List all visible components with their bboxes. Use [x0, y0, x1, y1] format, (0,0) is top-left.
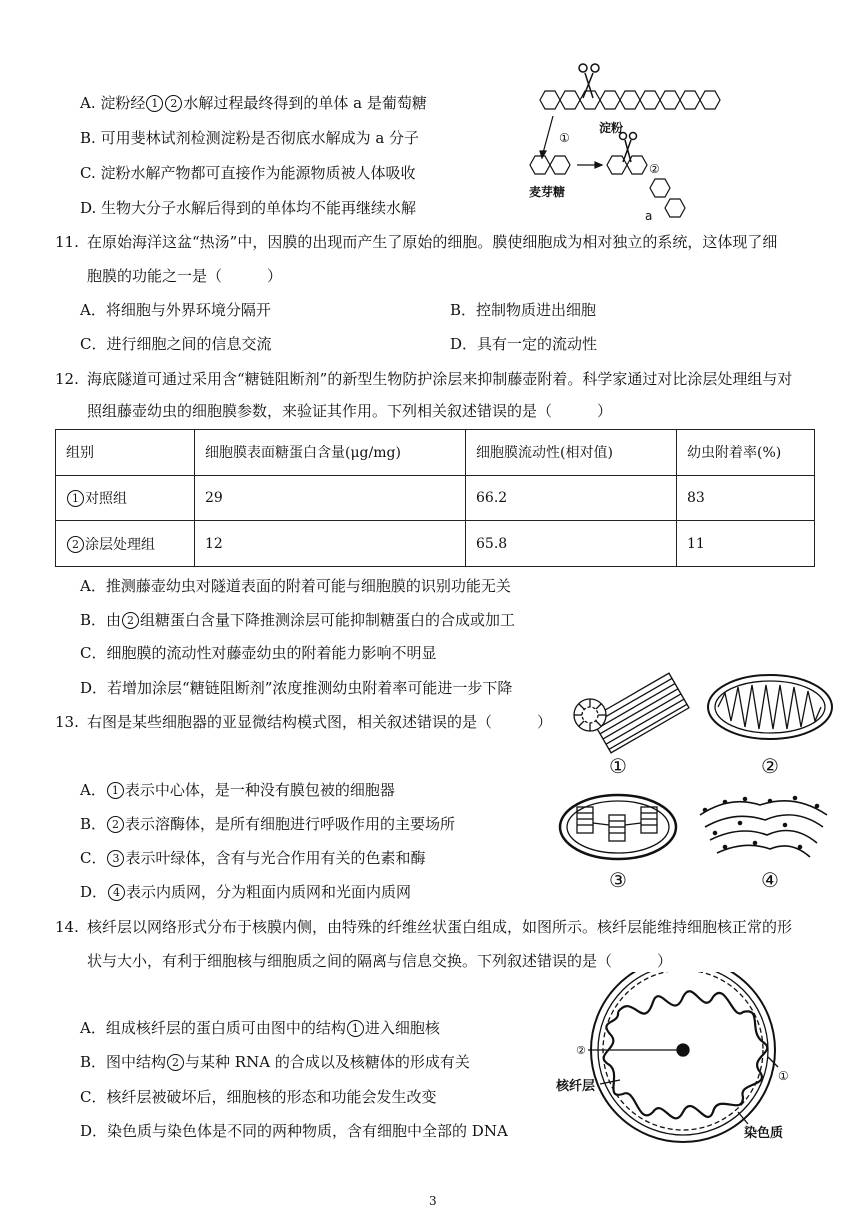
organelle-label-3: ③ — [609, 868, 627, 892]
table-cell: 12 — [195, 521, 466, 567]
q13-stem: 右图是某些细胞器的亚显微结构模式图，相关叙述错误的是（ ） — [87, 713, 553, 731]
q12-number: 12. — [55, 370, 79, 388]
label-2: ② — [649, 162, 660, 176]
q14-option-d: D．染色质与染色体是不同的两种物质，含有细胞中全部的 DNA — [80, 1122, 508, 1140]
table-cell: 29 — [195, 475, 466, 521]
label-1: ① — [778, 1069, 789, 1083]
nucleus-figure — [548, 972, 808, 1152]
q11-option-d: D．具有一定的流动性 — [450, 335, 598, 353]
label-chromatin: 染色质 — [744, 1126, 784, 1141]
organelle-label-1: ① — [609, 754, 627, 778]
endoplasmic-reticulum-icon — [700, 797, 827, 858]
mitochondrion-icon — [708, 675, 832, 739]
q14-stem-line1: 核纤层以网络形式分布于核膜内侧，由特殊的纤维丝状蛋白组成，如图所示。核纤层能维持细胞核正常的形 — [87, 918, 793, 936]
table-cell: 11 — [677, 521, 815, 567]
q12-stem-line2: 照组藤壶幼虫的细胞膜参数，来验证其作用。下列相关叙述错误的是（ ） — [87, 402, 613, 420]
table-cell: 65.8 — [466, 521, 677, 567]
q14-stem-line2: 状与大小，有利于细胞核与细胞质之间的隔离与信息交换。下列叙述错误的是（ ） — [87, 952, 673, 970]
chloroplast-icon — [560, 795, 676, 859]
table-cell: 66.2 — [466, 475, 677, 521]
table-row — [56, 521, 815, 567]
q11-option-a: A．将细胞与外界环境分隔开 — [80, 301, 271, 319]
q12-stem-line1: 海底隧道可通过采用含“糖链阻断剂”的新型生物防护涂层来抑制藤壶附着。科学家通过对比涂层处理组与对 — [87, 370, 793, 388]
table-cell-group: 2 涂层处理组 — [56, 521, 195, 567]
table-cell: 83 — [677, 475, 815, 521]
table-cell-group: 1 对照组 — [56, 475, 195, 521]
organelle-label-2: ② — [761, 754, 779, 778]
table-row — [56, 475, 815, 521]
q12-data-table — [55, 429, 815, 567]
label-a: a — [645, 209, 653, 223]
q13-option-d: D． 4 表示内质网，分为粗面内质网和光面内质网 — [80, 883, 412, 901]
starch-hydrolysis-figure — [525, 58, 725, 228]
q11-option-b: B．控制物质进出细胞 — [450, 301, 597, 319]
q13-option-b: B． 2 表示溶酶体，是所有细胞进行呼吸作用的主要场所 — [80, 815, 456, 833]
glucose-pair — [607, 156, 647, 174]
arrow-1 — [543, 116, 553, 153]
organelles-figure — [555, 665, 845, 895]
label-starch: 淀粉 — [599, 121, 624, 135]
table-header-cell: 细胞膜流动性(相对值) — [466, 430, 677, 476]
label-lamina: 核纤层 — [556, 1079, 596, 1094]
q10-option-b: B. 可用斐林试剂检测淀粉是否彻底水解成为 a 分子 — [80, 129, 420, 147]
q12-option-c: C．细胞膜的流动性对藤壶幼虫的附着能力影响不明显 — [80, 644, 437, 662]
q14-option-a: A．组成核纤层的蛋白质可由图中的结构 1 进入细胞核 — [80, 1019, 440, 1037]
q10-option-d: D. 生物大分子水解后得到的单体均不能再继续水解 — [80, 199, 417, 217]
scissors-icon-2 — [620, 133, 637, 163]
table-header-cell: 组别 — [56, 430, 195, 476]
label-2: ② — [576, 1044, 586, 1057]
q11-stem-line2: 胞膜的功能之一是（ ） — [87, 267, 283, 285]
q12-option-a: A．推测藤壶幼虫对隧道表面的附着可能与细胞膜的识别功能无关 — [80, 577, 511, 595]
q14-option-b: B．图中结构 2 与某种 RNA 的合成以及核糖体的形成有关 — [80, 1053, 470, 1071]
nucleolus — [677, 1044, 689, 1056]
q12-option-d: D．若增加涂层“糖链阻断剂”浓度推测幼虫附着率可能进一步下降 — [80, 679, 513, 697]
label-1: ① — [559, 131, 570, 145]
q13-option-a: A． 1 表示中心体，是一种没有膜包被的细胞器 — [80, 781, 395, 799]
label-maltose: 麦芽糖 — [529, 185, 566, 199]
q10-option-a: A. 淀粉经 1 2 水解过程最终得到的单体 a 是葡萄糖 — [80, 94, 427, 112]
page-number: 3 — [429, 1194, 437, 1208]
q14-option-c: C．核纤层被破坏后，细胞核的形态和功能会发生改变 — [80, 1088, 437, 1106]
q12-option-b: B．由 2 组糖蛋白含量下降推测涂层可能抑制糖蛋白的合成或加工 — [80, 611, 516, 629]
table-header-cell: 幼虫附着率(%) — [677, 430, 815, 476]
q10-option-c: C. 淀粉水解产物都可直接作为能源物质被人体吸收 — [80, 164, 416, 182]
table-header-cell: 细胞膜表面糖蛋白含量(μg/mg) — [195, 430, 466, 476]
q14-number: 14. — [55, 918, 79, 936]
q11-stem-line1: 在原始海洋这盆“热汤”中，因膜的出现而产生了原始的细胞。膜使细胞成为相对独立的系统，这体现了细 — [87, 233, 778, 251]
organelle-label-4: ④ — [761, 868, 779, 892]
starch-chain — [540, 91, 720, 109]
table-header-row — [56, 430, 815, 476]
q13-option-c: C． 3 表示叶绿体，含有与光合作用有关的色素和酶 — [80, 849, 426, 867]
maltose — [530, 156, 570, 174]
centriole-icon — [574, 673, 689, 753]
q11-option-c: C．进行细胞之间的信息交流 — [80, 335, 272, 353]
q13-number: 13. — [55, 713, 79, 731]
q11-number: 11. — [55, 233, 79, 251]
